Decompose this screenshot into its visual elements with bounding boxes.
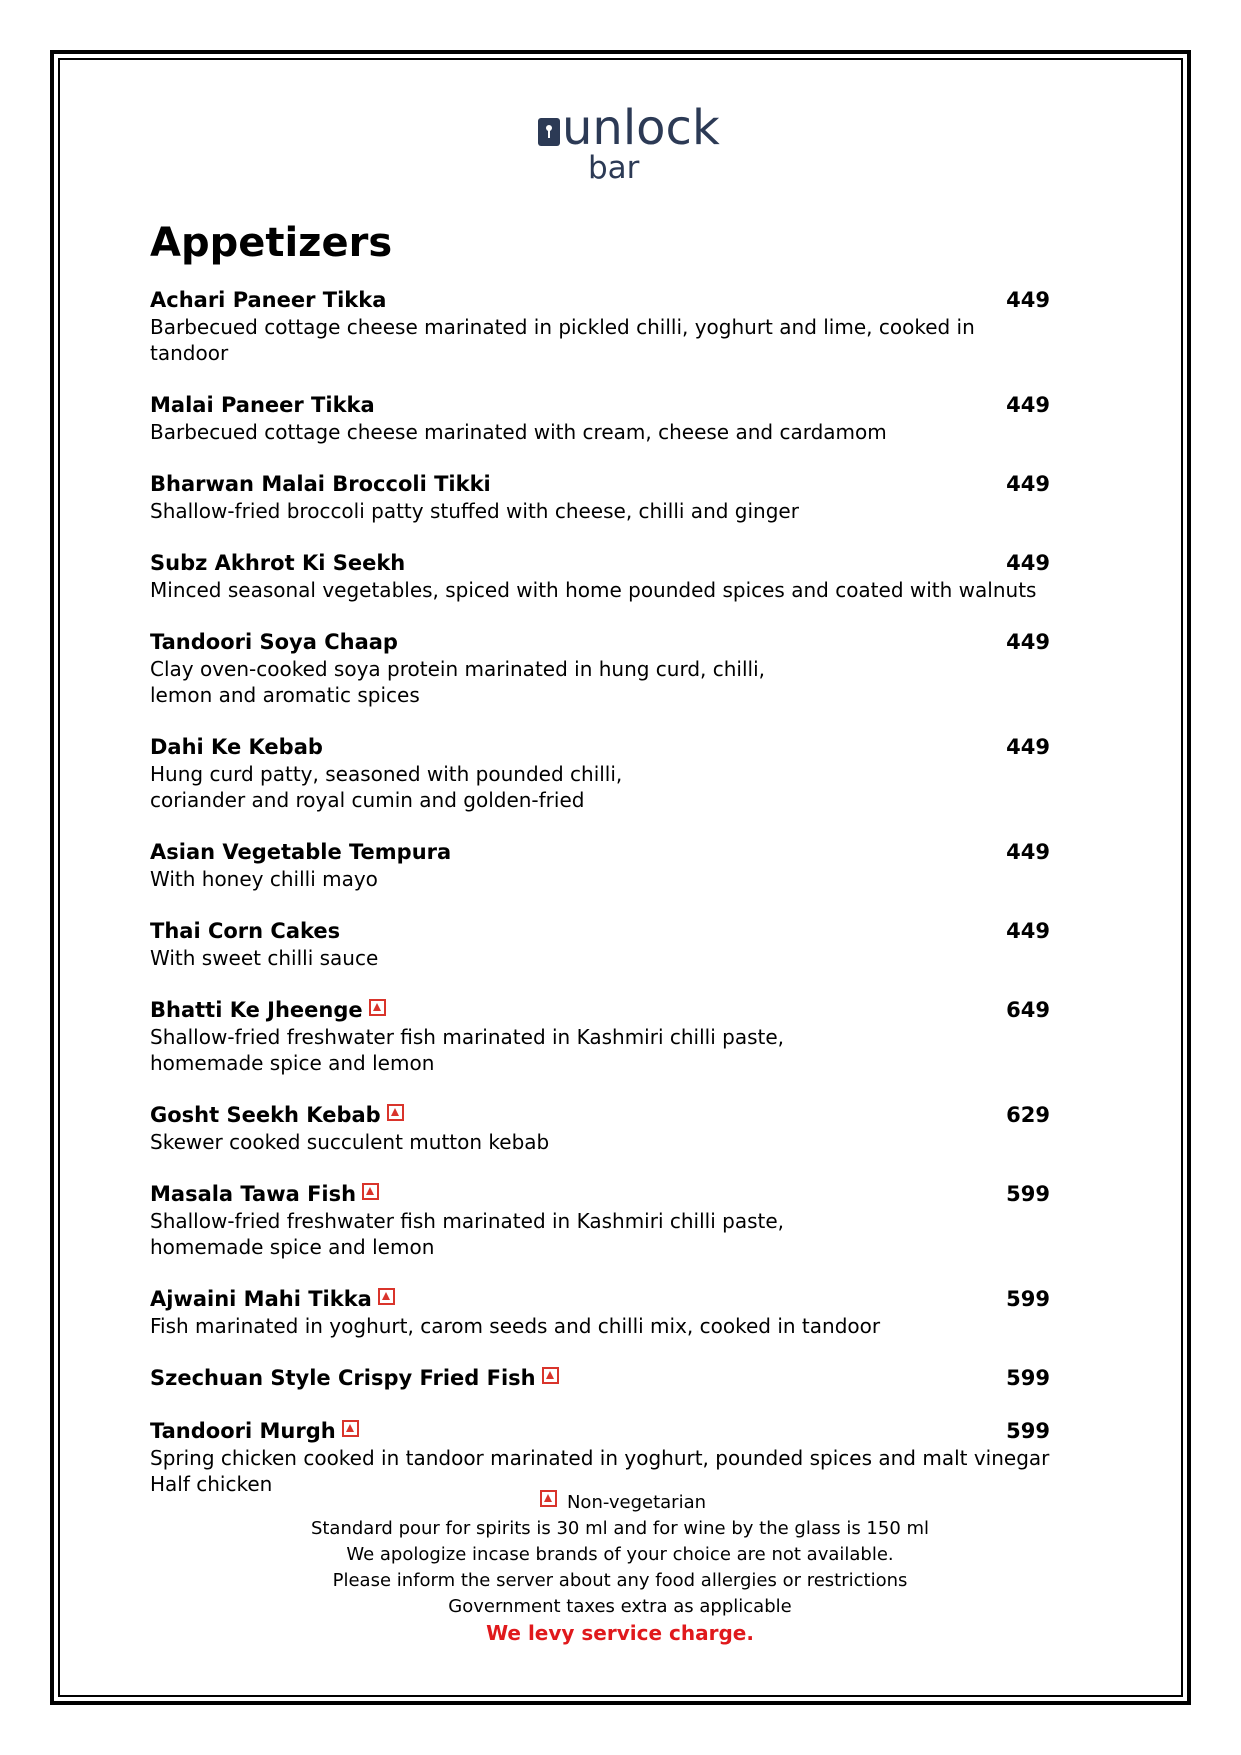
non-veg-triangle-icon <box>342 1420 359 1437</box>
item-price: 449 <box>1006 551 1050 575</box>
item-description: Barbecued cottage cheese marinated in pickled chilli, yoghurt and lime, cooked in tandoor <box>150 315 975 365</box>
footer-note: Please inform the server about any food allergies or restrictions <box>332 1570 908 1591</box>
item-price: 449 <box>1006 630 1050 654</box>
item-name: Achari Paneer Tikka <box>150 288 387 312</box>
item-description: homemade spice and lemon <box>150 1235 435 1259</box>
section-title: Appetizers <box>150 220 393 266</box>
logo-sub: bar <box>588 150 640 186</box>
service-charge-note: We levy service charge. <box>486 1621 754 1645</box>
non-veg-triangle-icon <box>378 1288 395 1305</box>
item-price: 599 <box>1006 1419 1050 1443</box>
legend <box>150 1490 1090 1516</box>
item-name: Bhatti Ke Jheenge <box>150 998 363 1022</box>
menu-item <box>150 1102 1050 1155</box>
item-name: Bharwan Malai Broccoli Tikki <box>150 472 491 496</box>
footer <box>150 1490 1090 1646</box>
menu-item <box>150 1418 1050 1497</box>
footer-note: We apologize incase brands of your choice are not available. <box>346 1544 894 1565</box>
non-veg-triangle-icon <box>387 1104 404 1121</box>
item-name: Szechuan Style Crispy Fried Fish <box>150 1366 536 1390</box>
item-price: 449 <box>1006 840 1050 864</box>
menu-item <box>150 629 1050 708</box>
item-name: Thai Corn Cakes <box>150 919 341 943</box>
lock-icon <box>538 118 560 146</box>
item-description: Fish marinated in yoghurt, carom seeds and chilli mix, cooked in tandoor <box>150 1314 881 1338</box>
item-description: Barbecued cottage cheese marinated with cream, cheese and cardamom <box>150 420 887 444</box>
item-name: Tandoori Murgh <box>150 1419 336 1443</box>
item-description: Shallow-fried broccoli patty stuffed with cheese, chilli and ginger <box>150 499 799 523</box>
item-description: coriander and royal cumin and golden-fried <box>150 788 585 812</box>
item-description: Skewer cooked succulent mutton kebab <box>150 1130 550 1154</box>
item-name: Subz Akhrot Ki Seekh <box>150 551 406 575</box>
non-veg-triangle-icon <box>362 1183 379 1200</box>
non-veg-triangle-icon <box>369 999 386 1016</box>
logo <box>532 100 732 190</box>
item-name: Gosht Seekh Kebab <box>150 1103 381 1127</box>
item-description: Spring chicken cooked in tandoor marinated in yoghurt, pounded spices and malt vinegar <box>150 1446 1050 1470</box>
item-name: Tandoori Soya Chaap <box>150 630 398 654</box>
item-name: Asian Vegetable Tempura <box>150 840 452 864</box>
item-name: Ajwaini Mahi Tikka <box>150 1287 372 1311</box>
item-price: 649 <box>1006 998 1050 1022</box>
footer-note: Government taxes extra as applicable <box>448 1596 792 1617</box>
item-description: Minced seasonal vegetables, spiced with home pounded spices and coated with walnuts <box>150 578 1037 602</box>
item-description: lemon and aromatic spices <box>150 683 420 707</box>
menu-item <box>150 471 1050 524</box>
item-price: 449 <box>1006 472 1050 496</box>
logo-brand: unlock <box>562 100 720 156</box>
item-name: Dahi Ke Kebab <box>150 735 323 759</box>
item-price: 449 <box>1006 735 1050 759</box>
item-price: 449 <box>1006 919 1050 943</box>
legend-label: Non-vegetarian <box>566 1492 707 1513</box>
item-description: With sweet chilli sauce <box>150 946 379 970</box>
item-price: 599 <box>1006 1366 1050 1390</box>
footer-note: Standard pour for spirits is 30 ml and for wine by the glass is 150 ml <box>310 1518 930 1539</box>
menu-item <box>150 1181 1050 1260</box>
item-price: 449 <box>1006 393 1050 417</box>
item-description: With honey chilli mayo <box>150 867 378 891</box>
item-price: 599 <box>1006 1287 1050 1311</box>
menu-item <box>150 392 1050 445</box>
item-description: homemade spice and lemon <box>150 1051 435 1075</box>
non-veg-triangle-icon <box>540 1490 557 1507</box>
item-price: 449 <box>1006 288 1050 312</box>
menu-item <box>150 918 1050 971</box>
menu-item <box>150 734 1050 813</box>
menu-item <box>150 839 1050 892</box>
item-description: Shallow-fried freshwater fish marinated in Kashmiri chilli paste, <box>150 1025 785 1049</box>
menu-list <box>150 287 1050 1523</box>
item-price: 599 <box>1006 1182 1050 1206</box>
menu-item <box>150 287 1050 366</box>
item-price: 629 <box>1006 1103 1050 1127</box>
menu-item <box>150 1286 1050 1339</box>
item-description: Half chicken <box>150 1472 273 1496</box>
menu-item <box>150 1365 1050 1392</box>
item-description: Clay oven-cooked soya protein marinated in hung curd, chilli, <box>150 657 766 681</box>
menu-item <box>150 997 1050 1076</box>
non-veg-triangle-icon <box>542 1367 559 1384</box>
menu-item <box>150 550 1050 603</box>
item-description: Hung curd patty, seasoned with pounded chilli, <box>150 762 623 786</box>
item-description: Shallow-fried freshwater fish marinated in Kashmiri chilli paste, <box>150 1209 785 1233</box>
item-name: Malai Paneer Tikka <box>150 393 375 417</box>
item-name: Masala Tawa Fish <box>150 1182 357 1206</box>
